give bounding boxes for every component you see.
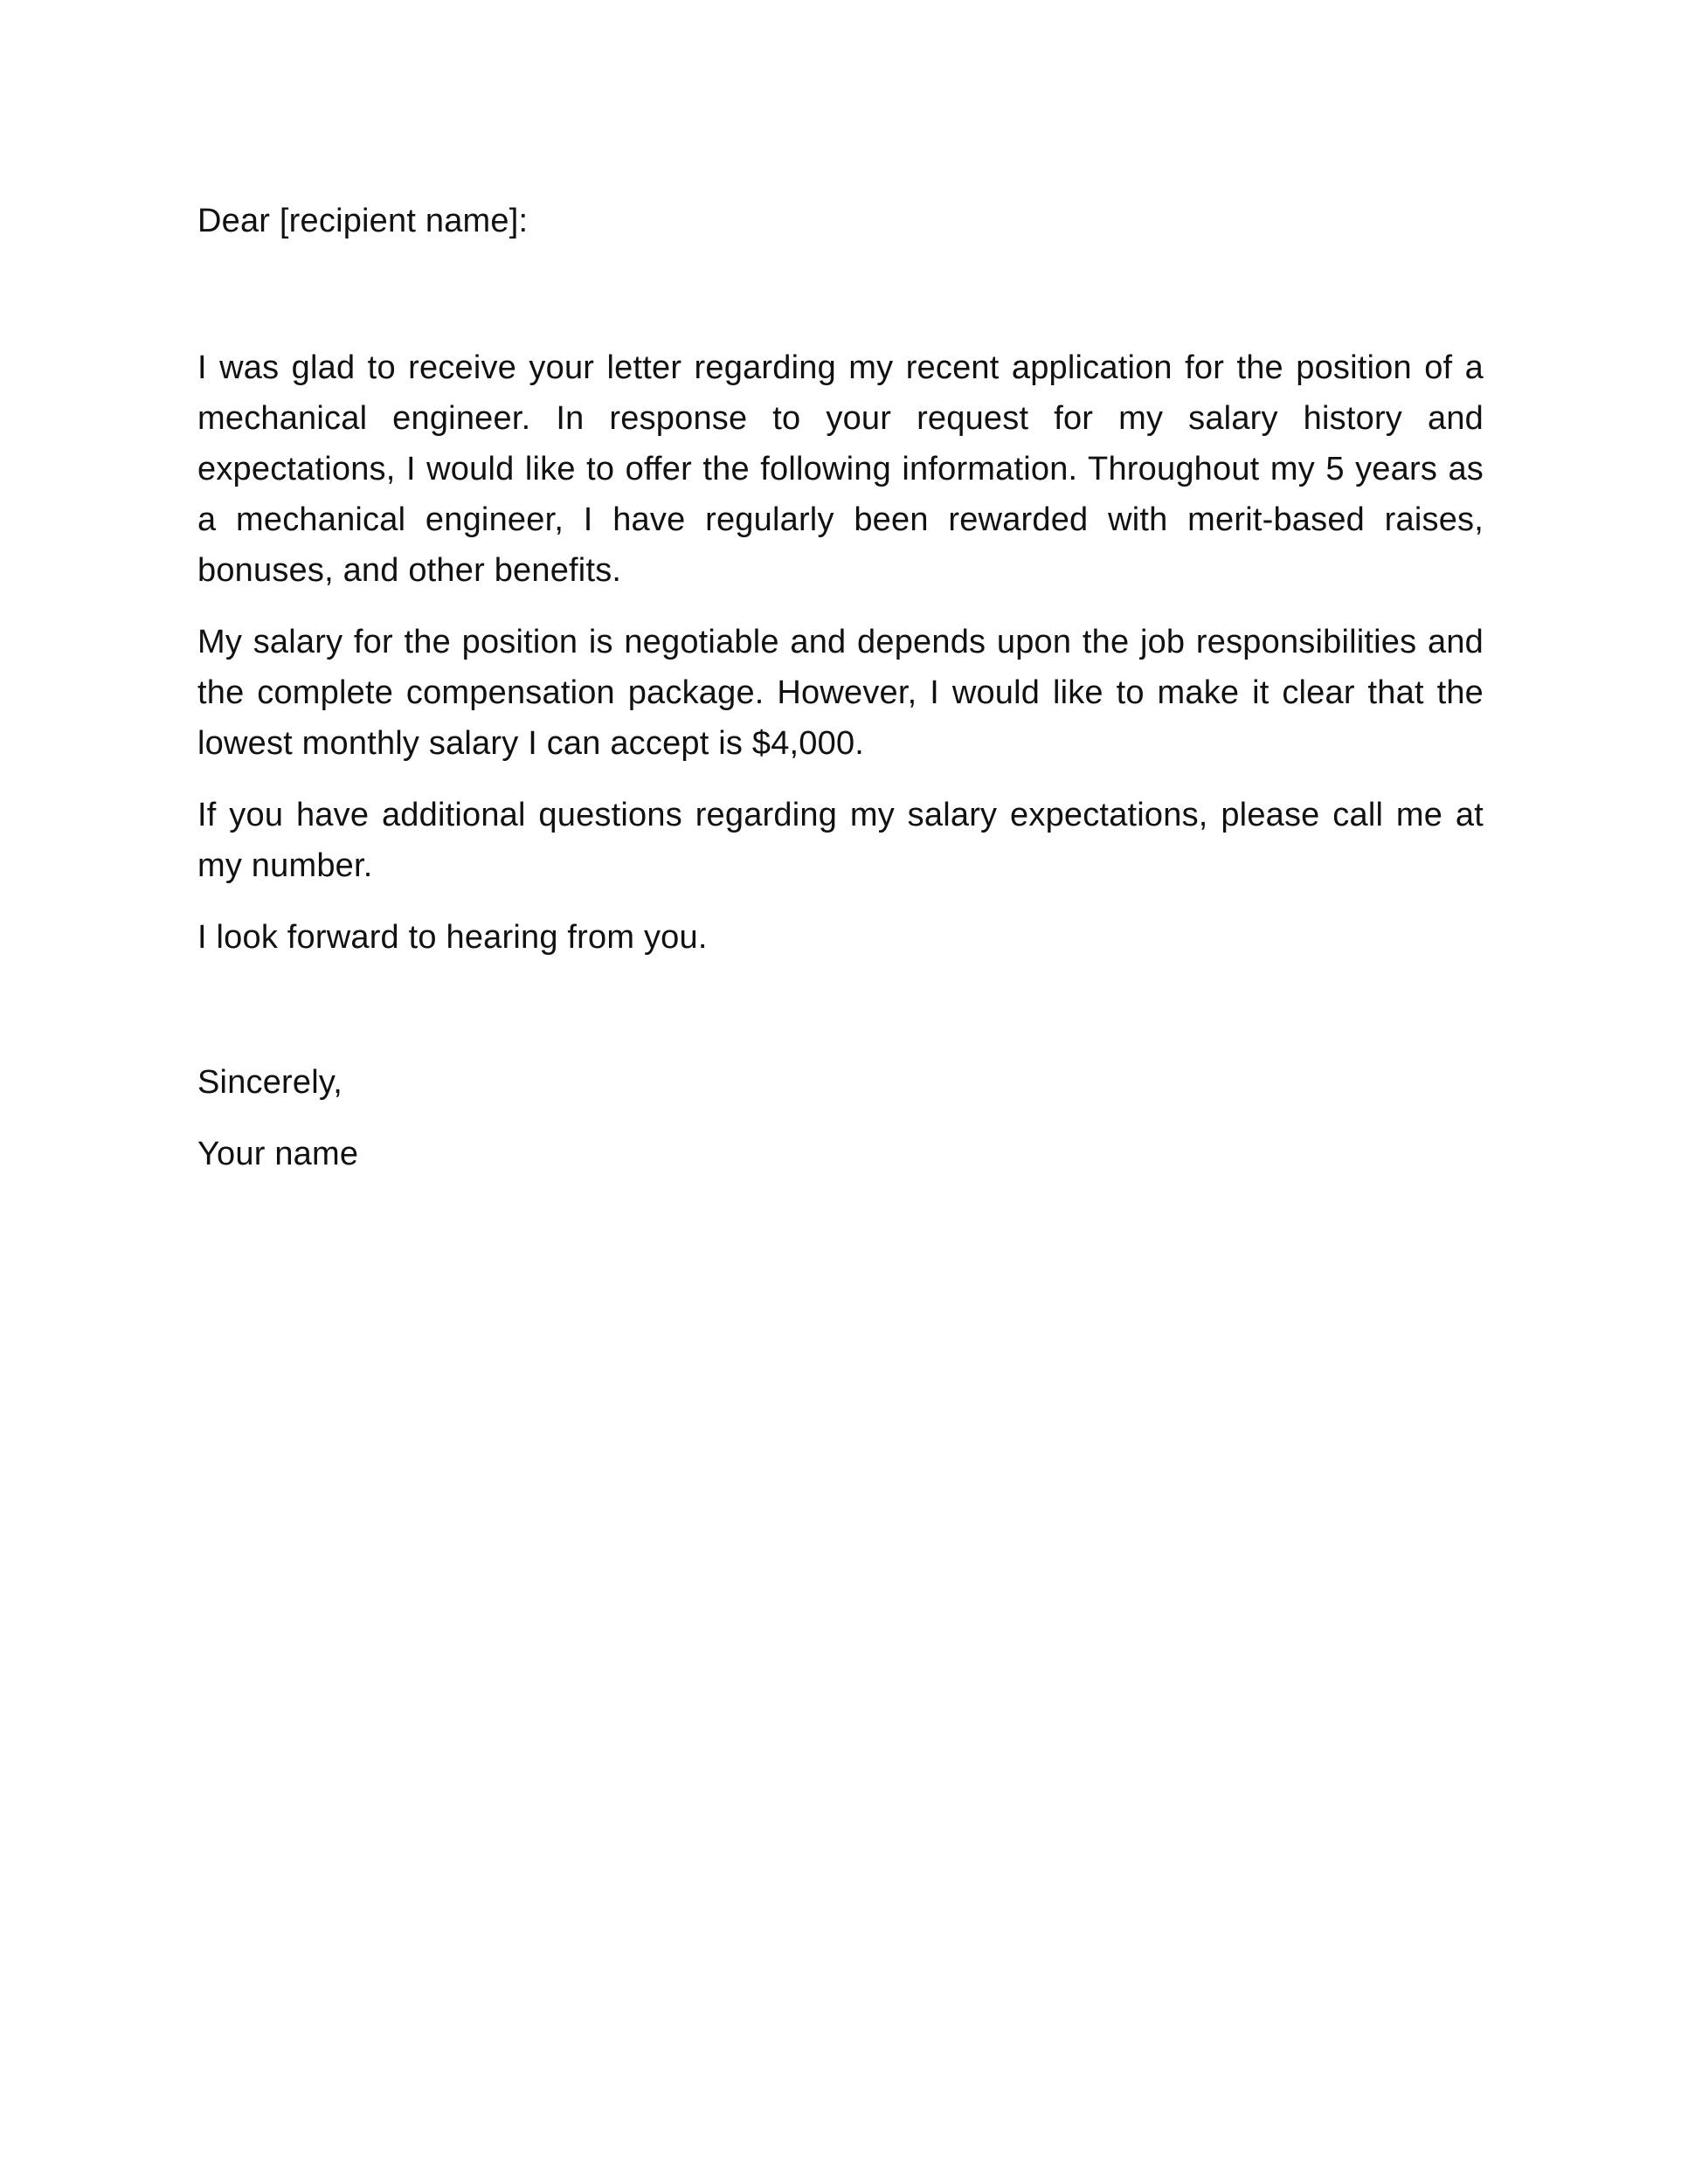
salutation: Dear [recipient name]: xyxy=(197,203,529,239)
letter-body xyxy=(197,196,1484,1179)
paragraph-contact: If you have additional questions regarding my salary expectations, please call me at my number. xyxy=(197,797,1484,884)
closing-spacer xyxy=(197,984,1484,1057)
paragraph-salary-history: I was glad to receive your letter regarding my recent application for the position of a mechanical engineer. In response to your request for my salary history and expectations, I would like to offer the following information. Throughout my 5 years as a mechanical engineer, I have regularly been rewarded with merit-based raises, bonuses, and other benefits. xyxy=(197,349,1484,589)
closing: Sincerely, xyxy=(197,1064,343,1101)
paragraph-salary-expectation: My salary for the position is negotiable and depends upon the job responsibilities and the complete compensation package. However, I would like to make it clear that the lowest monthly salary I can accept is $4,000. xyxy=(197,624,1484,762)
paragraph-closing-line: I look forward to hearing from you. xyxy=(197,919,708,956)
signature: Your name xyxy=(197,1136,359,1172)
